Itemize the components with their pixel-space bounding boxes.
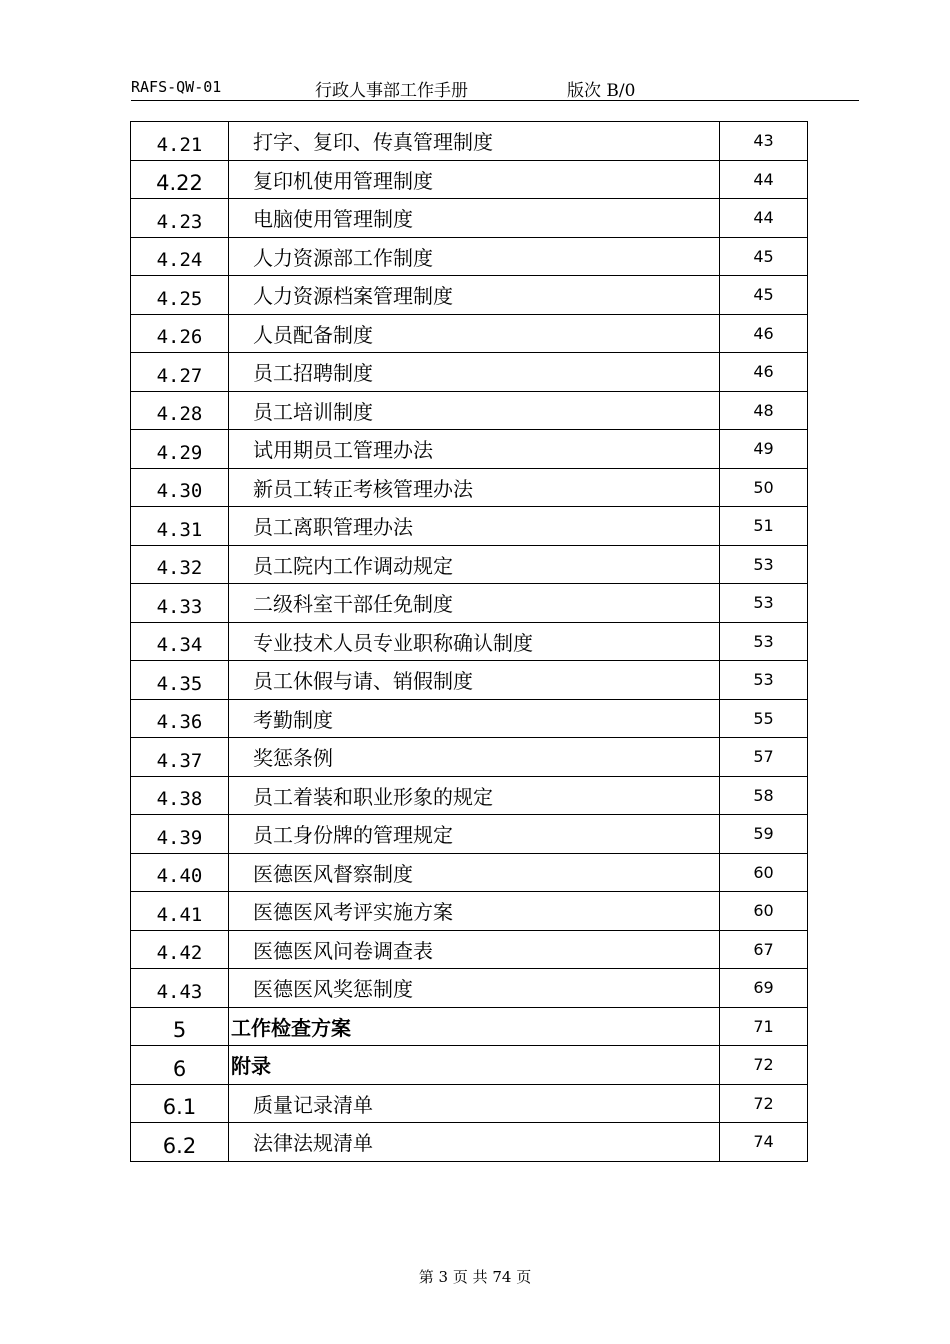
section-number: 4.24 (131, 237, 229, 276)
section-title: 试用期员工管理办法 (229, 430, 720, 469)
page-number: 59 (720, 815, 808, 854)
page-number: 43 (720, 122, 808, 161)
section-title: 医德医风考评实施方案 (229, 892, 720, 931)
section-number: 4.41 (131, 892, 229, 931)
page-number: 45 (720, 276, 808, 315)
section-number: 4.25 (131, 276, 229, 315)
section-number: 5 (131, 1007, 229, 1046)
section-title: 工作检查方案 (229, 1007, 720, 1046)
table-row (131, 815, 808, 854)
page-number: 49 (720, 430, 808, 469)
page-number: 46 (720, 353, 808, 392)
manual-title: 行政人事部工作手册 (315, 81, 468, 101)
table-row (131, 237, 808, 276)
table-row (131, 391, 808, 430)
section-number: 4.43 (131, 969, 229, 1008)
section-title: 医德医风问卷调查表 (229, 930, 720, 969)
section-title: 打字、复印、传真管理制度 (229, 122, 720, 161)
section-number: 4.33 (131, 584, 229, 623)
table-row (131, 545, 808, 584)
section-number: 4.35 (131, 661, 229, 700)
section-title: 员工着装和职业形象的规定 (229, 776, 720, 815)
section-number: 4.22 (131, 160, 229, 199)
section-number: 4.38 (131, 776, 229, 815)
section-number: 6.2 (131, 1123, 229, 1162)
section-number: 4.29 (131, 430, 229, 469)
table-row (131, 276, 808, 315)
page-number: 44 (720, 199, 808, 238)
page-number: 69 (720, 969, 808, 1008)
page-number: 53 (720, 545, 808, 584)
section-number: 4.36 (131, 699, 229, 738)
section-number: 4.32 (131, 545, 229, 584)
section-number: 4.37 (131, 738, 229, 777)
section-title: 医德医风奖惩制度 (229, 969, 720, 1008)
section-title: 附录 (229, 1046, 720, 1085)
document-code: RAFS-QW-01 (131, 78, 222, 96)
section-number: 4.34 (131, 622, 229, 661)
table-row (131, 122, 808, 161)
section-title: 员工离职管理办法 (229, 507, 720, 546)
page-number: 53 (720, 622, 808, 661)
table-row (131, 776, 808, 815)
table-row (131, 738, 808, 777)
section-number: 4.39 (131, 815, 229, 854)
section-title: 新员工转正考核管理办法 (229, 468, 720, 507)
page-number: 72 (720, 1046, 808, 1085)
section-title: 质量记录清单 (229, 1084, 720, 1123)
section-title: 人力资源档案管理制度 (229, 276, 720, 315)
table-row (131, 969, 808, 1008)
table-row (131, 353, 808, 392)
section-number: 4.23 (131, 199, 229, 238)
page-number: 60 (720, 853, 808, 892)
page-number: 60 (720, 892, 808, 931)
table-row (131, 892, 808, 931)
section-number: 4.26 (131, 314, 229, 353)
section-title: 员工培训制度 (229, 391, 720, 430)
page-number: 53 (720, 661, 808, 700)
section-number: 4.27 (131, 353, 229, 392)
page-number: 46 (720, 314, 808, 353)
table-of-contents (130, 121, 808, 1162)
section-title: 法律法规清单 (229, 1123, 720, 1162)
table-row (131, 853, 808, 892)
section-title: 员工身份牌的管理规定 (229, 815, 720, 854)
section-title: 专业技术人员专业职称确认制度 (229, 622, 720, 661)
page-number: 58 (720, 776, 808, 815)
section-number: 6.1 (131, 1084, 229, 1123)
section-number: 4.31 (131, 507, 229, 546)
section-title: 员工招聘制度 (229, 353, 720, 392)
section-title: 医德医风督察制度 (229, 853, 720, 892)
table-row (131, 1046, 808, 1085)
section-title: 员工休假与请、销假制度 (229, 661, 720, 700)
page-number: 51 (720, 507, 808, 546)
section-number: 4.30 (131, 468, 229, 507)
table-row (131, 1123, 808, 1162)
page-number: 44 (720, 160, 808, 199)
page-number: 67 (720, 930, 808, 969)
page-number: 45 (720, 237, 808, 276)
table-row (131, 314, 808, 353)
section-title: 人员配备制度 (229, 314, 720, 353)
table-row (131, 160, 808, 199)
page-footer: 第 3 页 共 74 页 (418, 1268, 532, 1286)
page-number: 50 (720, 468, 808, 507)
toc-body (131, 122, 808, 1162)
section-title: 员工院内工作调动规定 (229, 545, 720, 584)
section-number: 4.21 (131, 122, 229, 161)
page-number: 71 (720, 1007, 808, 1046)
section-title: 二级科室干部任免制度 (229, 584, 720, 623)
page-number: 74 (720, 1123, 808, 1162)
page-number: 55 (720, 699, 808, 738)
table-row (131, 1007, 808, 1046)
table-row (131, 430, 808, 469)
section-number: 6 (131, 1046, 229, 1085)
section-number: 4.40 (131, 853, 229, 892)
section-title: 考勤制度 (229, 699, 720, 738)
section-number: 4.42 (131, 930, 229, 969)
section-number: 4.28 (131, 391, 229, 430)
page-number: 72 (720, 1084, 808, 1123)
table-row (131, 622, 808, 661)
table-row (131, 930, 808, 969)
table-row (131, 584, 808, 623)
table-row (131, 699, 808, 738)
table-row (131, 1084, 808, 1123)
section-title: 电脑使用管理制度 (229, 199, 720, 238)
page-header (131, 76, 859, 101)
version-label: 版次 B/0 (567, 81, 636, 101)
table-row (131, 468, 808, 507)
table-row (131, 661, 808, 700)
table-row (131, 507, 808, 546)
section-title: 人力资源部工作制度 (229, 237, 720, 276)
section-title: 奖惩条例 (229, 738, 720, 777)
page-number: 57 (720, 738, 808, 777)
page-number: 48 (720, 391, 808, 430)
page-number: 53 (720, 584, 808, 623)
table-row (131, 199, 808, 238)
section-title: 复印机使用管理制度 (229, 160, 720, 199)
